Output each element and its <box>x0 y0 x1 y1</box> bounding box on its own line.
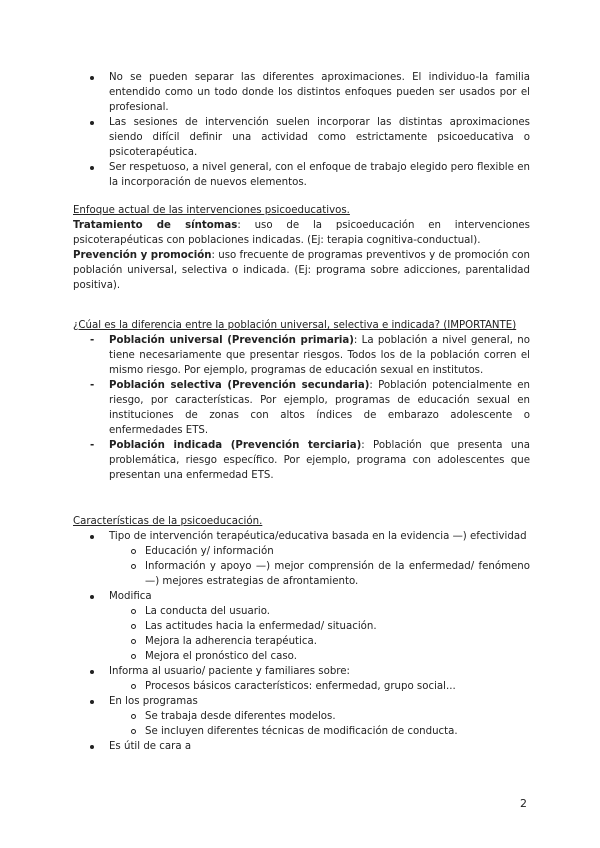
term: Población indicada (Prevención terciaria) <box>109 440 362 451</box>
sub-list-item: Se incluyen diferentes técnicas de modificación de conducta. <box>73 724 530 739</box>
intro-list <box>73 70 530 190</box>
sub-list-item: Mejora la adherencia terapéutica. <box>73 634 530 649</box>
list-item: Modifica <box>73 589 530 604</box>
paragraph <box>73 218 530 248</box>
section-heading: ¿Cúal es la diferencia entre la población universal, selectiva e indicada? (IMPORTANTE) <box>73 320 517 331</box>
sub-list-item: Mejora el pronóstico del caso. <box>73 649 530 664</box>
definition: : uso frecuente de programas preventivos y de promoción con población universal, selectiva o indicada. (Ej: programa sobre adicciones, parentalidad positiva). <box>73 250 530 291</box>
page-number: 2 <box>520 797 527 810</box>
section-heading: Características de la psicoeducación. <box>73 516 263 527</box>
list-item <box>73 333 530 378</box>
definition: : uso de la psicoeducación en intervenciones psicoterapéuticas con poblaciones indicadas. (Ej: terapia cognitiva-conductual). <box>73 220 530 246</box>
list-item: Es útil de cara a <box>73 739 530 754</box>
section-heading: Enfoque actual de las intervenciones psicoeducativos. <box>73 205 350 216</box>
term: Prevención y promoción <box>73 250 212 261</box>
list-item <box>73 438 530 483</box>
list-item: Ser respetuoso, a nivel general, con el enfoque de trabajo elegido pero flexible en la incorporación de nuevos elementos. <box>73 160 530 190</box>
sub-list-item: Información y apoyo —) mejor comprensión de la enfermedad/ fenómeno —) mejores estrategias de afrontamiento. <box>73 559 530 589</box>
poblacion-section <box>73 318 530 483</box>
term: Población selectiva (Prevención secundaria) <box>109 380 370 391</box>
definition: : Población que presenta una problemática, riesgo específico. Por ejemplo, programa con adolescentes que presentan una enfermedad ETS. <box>109 440 530 481</box>
sub-list-item: Se trabaja desde diferentes modelos. <box>73 709 530 724</box>
sub-list-item: Educación y/ información <box>73 544 530 559</box>
sub-list-item: Procesos básicos característicos: enfermedad, grupo social... <box>73 679 530 694</box>
term: Tratamiento de síntomas <box>73 220 238 231</box>
list-item: No se pueden separar las diferentes aproximaciones. El individuo-la familia entendido como un todo donde los distintos enfoques pueden ser usados por el profesional. <box>73 70 530 115</box>
caracteristicas-section <box>73 514 530 754</box>
list-item: En los programas <box>73 694 530 709</box>
list-item: Informa al usuario/ paciente y familiares sobre: <box>73 664 530 679</box>
definition: : La población a nivel general, no tiene necesariamente que presentar riesgos. Todos los de la población corren el mismo riesgo. Por ejemplo, programas de educación sexual en institutos. <box>109 335 530 376</box>
list-item <box>73 378 530 438</box>
definition: : Población potencialmente en riesgo, por características. Por ejemplo, programas de educación sexual en instituciones de zonas con altos índices de embarazo adolescente o enfermedades ETS. <box>109 380 530 436</box>
paragraph <box>73 248 530 293</box>
sub-list-item: Las actitudes hacia la enfermedad/ situación. <box>73 619 530 634</box>
list-item: Tipo de intervención terapéutica/educativa basada en la evidencia —) efectividad <box>73 529 530 544</box>
enfoque-section <box>73 203 530 293</box>
term: Población universal (Prevención primaria) <box>109 335 354 346</box>
sub-list-item: La conducta del usuario. <box>73 604 530 619</box>
list-item: Las sesiones de intervención suelen incorporar las distintas aproximaciones siendo difícil definir una actividad como estrictamente psicoeducativa o psicoterapéutica. <box>73 115 530 160</box>
